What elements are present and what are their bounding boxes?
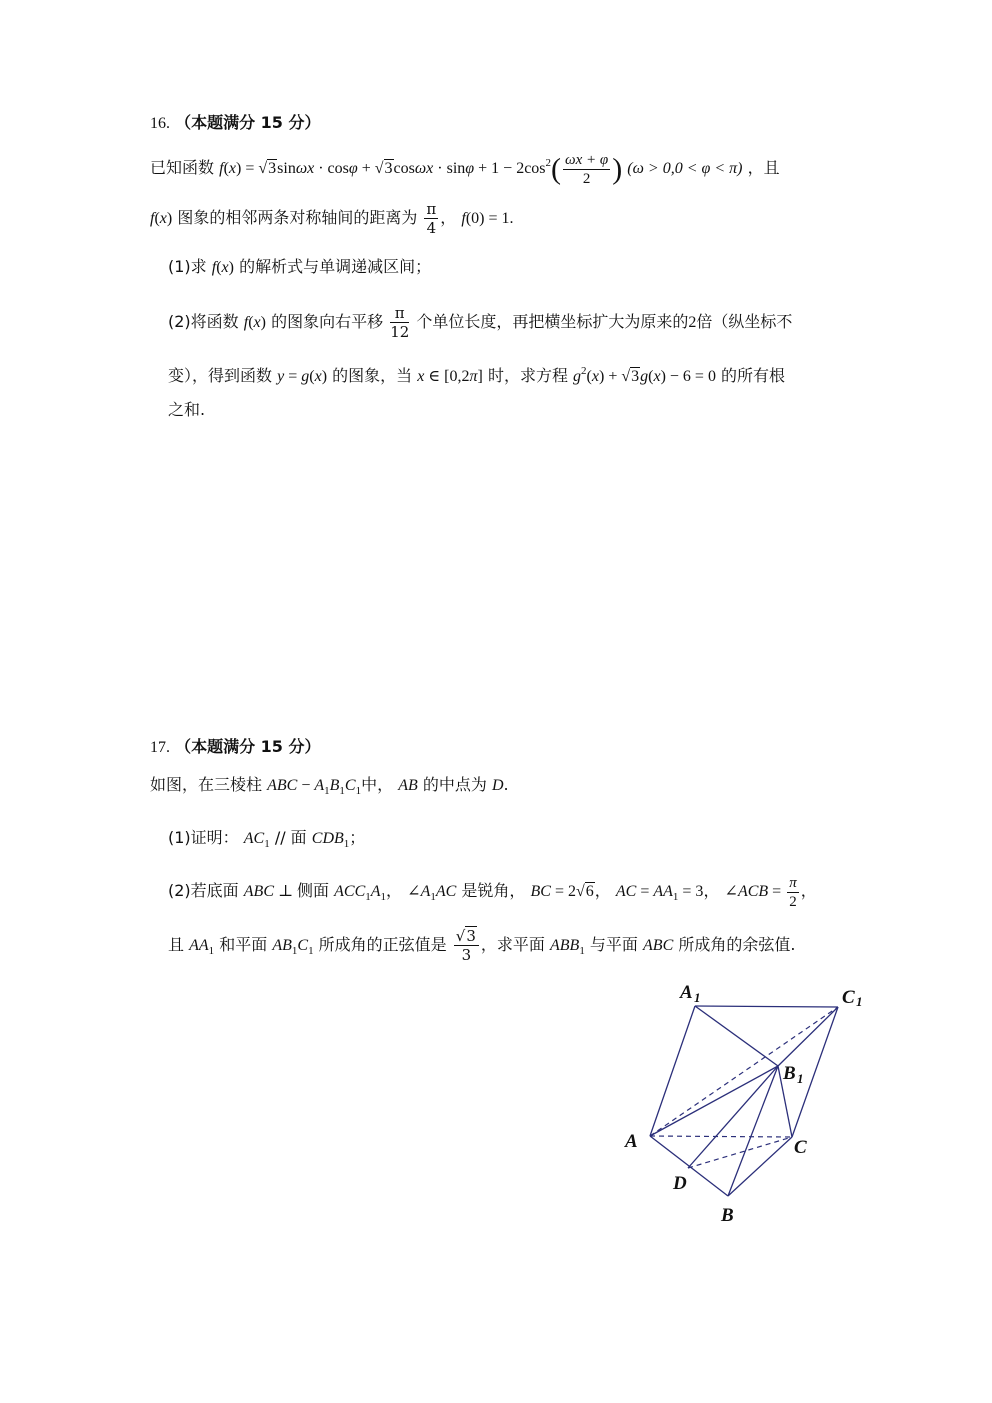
q16-pi-over-4: $\frac{\pi}{4}$	[426, 200, 437, 237]
label-a: A	[625, 1131, 638, 1152]
q16-line2	[150, 200, 514, 237]
q17-p2-line2-a: 且	[168, 935, 185, 954]
label-c: C	[794, 1137, 807, 1158]
q16-line2-lead: 图象的相邻两条对称轴间的距离为	[177, 208, 418, 227]
q17-p1-end: ；	[349, 828, 366, 847]
q17-intro-c: 的中点为	[422, 775, 487, 794]
q17-p2-f: ，	[800, 881, 817, 901]
q17-angle-acb: ∠ACB = $\frac{\pi}{2}$	[724, 875, 797, 910]
q17-heading	[150, 734, 321, 761]
q16-pi-over-12: $\frac{\pi}{12}$	[390, 304, 410, 341]
q17-abc: ABC	[643, 937, 674, 954]
q17-part2-line1	[168, 874, 817, 914]
q17-part1	[168, 825, 365, 857]
q16-f0: f(0) = 1.	[461, 210, 514, 227]
q17-p2-line2-b: 和平面	[219, 935, 268, 954]
q16-intro-tail: ，且	[747, 158, 780, 177]
q16-p2-line3: 之和.	[168, 400, 206, 419]
q16-heading	[150, 110, 321, 137]
q17-p2-line2-d: ，求平面	[480, 935, 545, 954]
q17-d: D	[491, 777, 504, 794]
q16-p2-text-a: 的图象向右平移	[271, 312, 384, 331]
q17-abb1: $ABB_1$	[550, 937, 585, 957]
q17-bc: BC = 2√6	[530, 883, 594, 901]
edge-a-c1-dashed	[650, 1007, 838, 1136]
q16-p1-label: (1)求	[168, 257, 207, 276]
q17-header: （本题满分 15 分）	[175, 737, 321, 756]
q17-intro-b: 中，	[361, 775, 394, 794]
q17-p2-label: (2)若底面	[168, 881, 239, 901]
q16-p2-line2-b: 的图象，当	[332, 366, 413, 385]
q17-abc-perp: ABC ⊥	[243, 883, 298, 901]
q16-p1-fx: f(x)	[211, 259, 234, 276]
edge-a1-a	[650, 1006, 695, 1136]
edge-a-b	[650, 1136, 728, 1196]
q17-p2-d: ，	[594, 881, 611, 901]
q16-p1-text: 的解析式与单调递减区间；	[239, 257, 432, 276]
q17-part2-line2	[168, 926, 795, 970]
q17-intro-a: 如图，在三棱柱	[150, 775, 263, 794]
q17-sqrt3-over-3: $\frac{√3}{3}$	[454, 927, 479, 964]
q17-number: 17.	[150, 739, 170, 756]
q16-p2-line2-a: 变），得到函数	[168, 366, 273, 385]
label-a1: A	[680, 982, 693, 1003]
q16-p2-line2-d: 的所有根	[721, 366, 786, 385]
q16-number: 16.	[150, 115, 170, 132]
q16-intro-line	[150, 146, 780, 188]
q16-p2-label: (2)将函数	[168, 312, 239, 331]
q16-fx: f(x)	[150, 210, 173, 227]
q17-ac: AC = $AA_1 = 3$	[615, 883, 704, 904]
q17-p1-mid: // 面	[274, 828, 307, 847]
q17-p1-label: (1)证明：	[168, 828, 239, 847]
label-b: B	[721, 1205, 734, 1226]
edge-a1-c1	[695, 1006, 838, 1007]
q17-acc1a1: $ACC_1A_1$	[334, 883, 387, 904]
prism-figure	[600, 970, 890, 1230]
q17-p2-line2-e: 与平面	[589, 935, 638, 954]
label-b1: B	[783, 1063, 796, 1084]
q16-header: （本题满分 15 分）	[175, 113, 321, 132]
label-d: D	[673, 1173, 687, 1194]
q16-part2-line1: (2)将函数 f(x) 的图象向右平移 $\frac{\pi}{12}$ 个单位长度，再把横坐标扩大为原来的2倍（纵坐标不	[168, 304, 793, 341]
q17-cdb1: $CDB_1$	[311, 830, 350, 850]
q17-p2-a: 侧面	[297, 881, 330, 901]
q16-function-def: $f(x) = √3\sin\omega x \cdot \cos\varphi + √3\cos\omega x \cdot \sin\varphi + 1 - 2\cos^2$( $\frac{\omega x + \varphi}{2}$ )	[219, 151, 623, 187]
label-a1-sub: 1	[694, 990, 701, 1005]
q16-intro-lead: 已知函数	[150, 158, 215, 177]
edge-d-b1	[688, 1066, 778, 1168]
q16-p2-line2-c: 时，求方程	[487, 366, 568, 385]
edge-c1-b1	[778, 1007, 838, 1066]
q16-p2-fx: f(x)	[243, 314, 266, 331]
q16-gx-def: y = g(x)	[277, 368, 328, 385]
q17-aa1: $AA_1$	[189, 937, 215, 957]
q16-p2-text-c: 倍（纵坐标不	[696, 312, 793, 331]
q17-prism: ABC − $A_1B_1C_1$	[267, 777, 362, 797]
edge-b-c	[728, 1137, 792, 1196]
q16-interval: x ∈ [0,2π]	[417, 368, 483, 385]
q16-intro-cond: (ω > 0,0 < φ < π)	[627, 160, 743, 177]
q16-part1	[168, 254, 431, 281]
label-b1-sub: 1	[797, 1071, 804, 1086]
label-c1: C	[842, 987, 855, 1008]
q16-p2-text-b: 个单位长度，再把横坐标扩大为原来的	[416, 312, 689, 331]
q17-p2-line2-c: 所成角的正弦值是	[318, 935, 447, 954]
edge-a-c-dashed	[650, 1136, 792, 1137]
edge-b1-b	[728, 1066, 778, 1196]
q17-angle-a1ac: $\angle A_1AC$	[407, 883, 457, 904]
q17-intro-d: .	[503, 775, 509, 794]
q16-equation: $g^2(x) + √3g(x) - 6 = 0$	[573, 365, 716, 385]
q17-intro	[150, 772, 509, 804]
q17-p2-line2-f: 所成角的余弦值.	[678, 935, 796, 954]
q17-p2-c: 是锐角，	[461, 881, 526, 901]
q17-p2-e: ，	[703, 881, 720, 901]
q17-ac1: $AC_1$	[243, 830, 270, 850]
q17-ab1c1: $AB_1C_1$	[272, 937, 314, 957]
label-c1-sub: 1	[856, 994, 863, 1009]
q17-p2-b: ，	[386, 881, 403, 901]
edge-a-b1	[650, 1066, 778, 1136]
q16-line2-tail: ，	[440, 208, 457, 227]
q16-part2-line2	[168, 358, 785, 390]
q17-ab: AB	[398, 777, 418, 794]
